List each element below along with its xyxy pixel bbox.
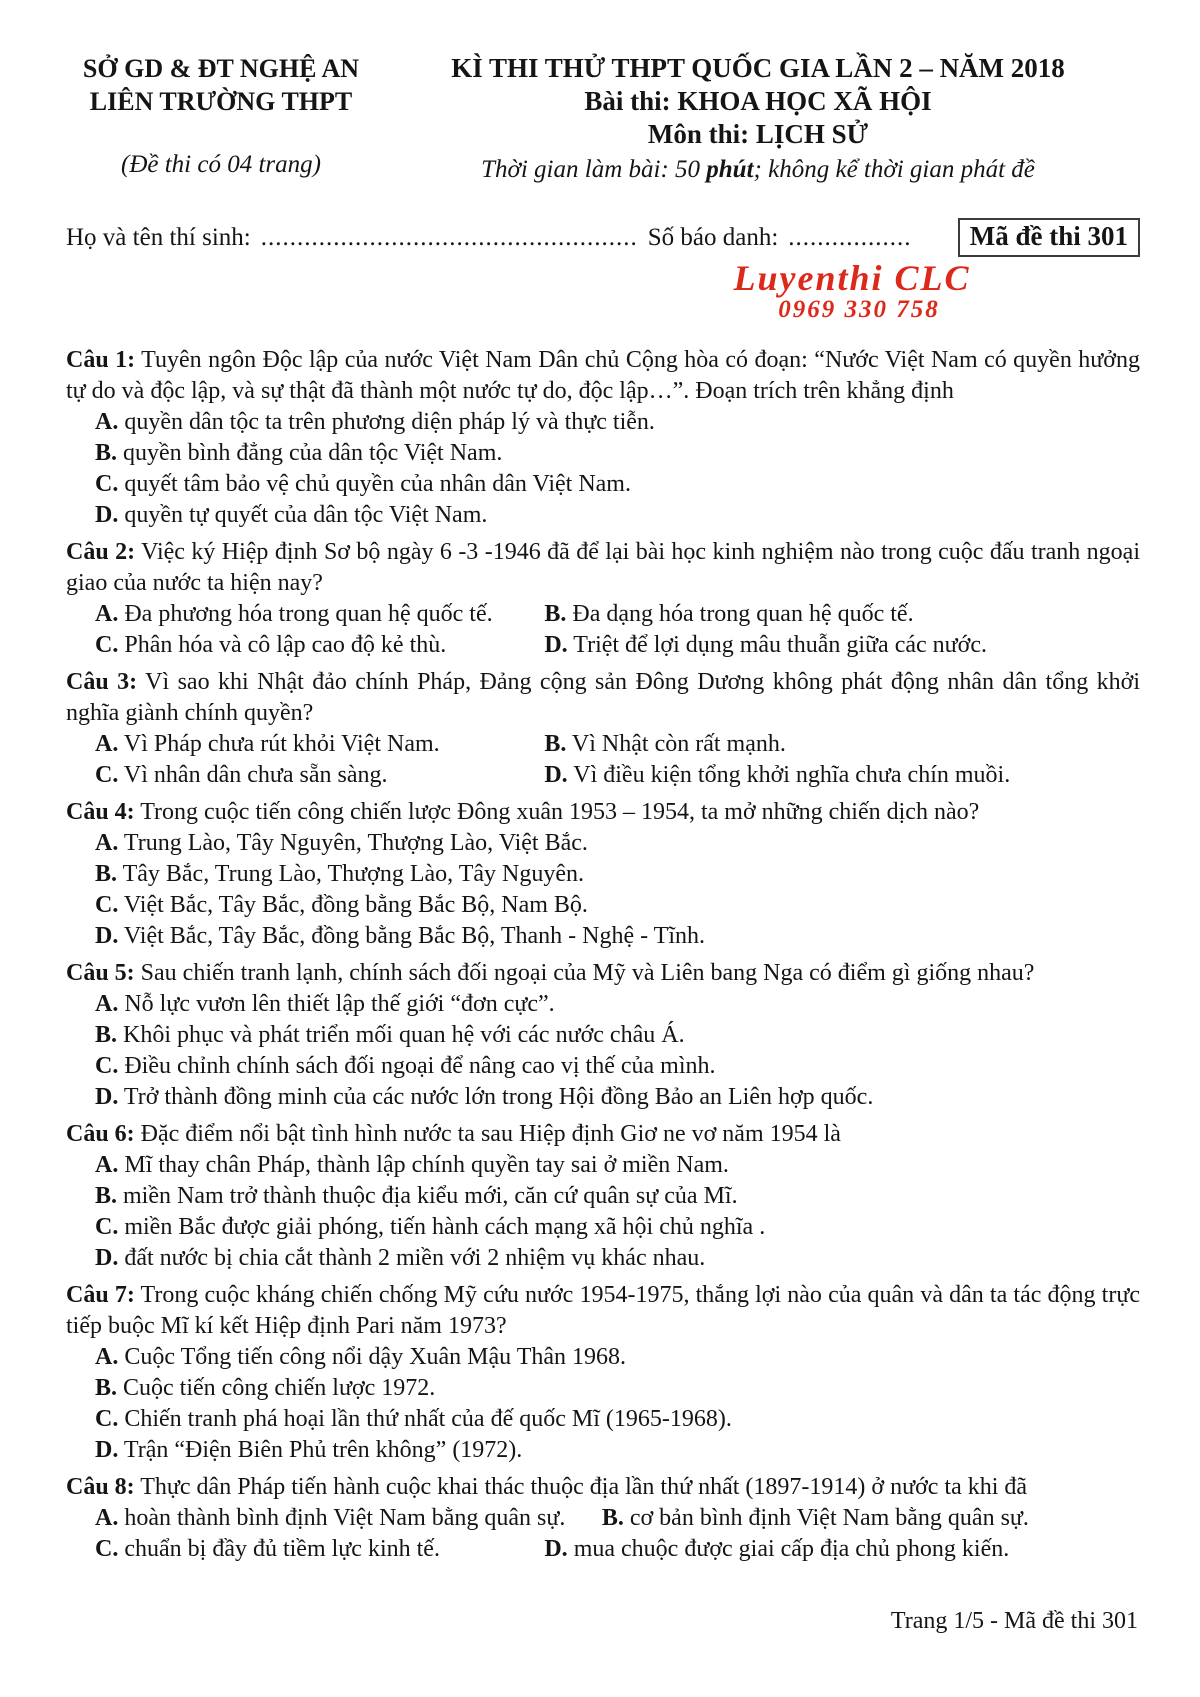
option-letter: A. <box>95 601 119 627</box>
options-list <box>95 1342 1140 1466</box>
options-list <box>95 599 1140 661</box>
answer-option: B. Cuộc tiến công chiến lược 1972. <box>95 1375 436 1401</box>
answer-option: A. Mĩ thay chân Pháp, thành lập chính quyền tay sai ở miền Nam. <box>95 1152 729 1178</box>
option-letter: C. <box>95 892 119 918</box>
question-number: Câu 1: <box>66 347 136 373</box>
option-letter: D. <box>95 1084 119 1110</box>
issuing-authority <box>66 52 376 186</box>
answer-option: C. Chiến tranh phá hoại lần thứ nhất của đế quốc Mĩ (1965-1968). <box>95 1406 732 1432</box>
options-list <box>95 1150 1140 1274</box>
option-letter: C. <box>95 1406 119 1432</box>
answer-option: C. Điều chỉnh chính sách đối ngoại để nâng cao vị thế của mình. <box>95 1053 716 1079</box>
question <box>66 958 1140 1113</box>
answer-option: D. quyền tự quyết của dân tộc Việt Nam. <box>95 502 488 528</box>
option-letter: B. <box>95 440 118 466</box>
question-number: Câu 4: <box>66 799 135 825</box>
exam-battery: Bài thi: KHOA HỌC XÃ HỘI <box>584 86 932 116</box>
option-letter: D. <box>544 762 568 788</box>
answer-option: C. Phân hóa và cô lập cao độ kẻ thù. <box>95 632 447 658</box>
question <box>66 1119 1140 1274</box>
exam-duration <box>376 153 1140 186</box>
answer-option: B. Vì Nhật còn rất mạnh. <box>544 731 786 757</box>
candidate-row <box>66 218 1140 257</box>
options-list <box>95 989 1140 1113</box>
question-number: Câu 7: <box>66 1282 135 1308</box>
exam-title-block <box>376 52 1140 186</box>
duration-prefix: Thời gian làm bài: 50 <box>481 156 707 183</box>
answer-option: D. đất nước bị chia cắt thành 2 miền với 2 nhiệm vụ khác nhau. <box>95 1245 706 1271</box>
questions <box>66 345 1140 1565</box>
page-footer: Trang 1/5 - Mã đề thi 301 <box>890 1608 1138 1634</box>
option-letter: A. <box>95 409 119 435</box>
candidate-name-label: Họ và tên thí sinh: <box>66 223 251 251</box>
question-number: Câu 6: <box>66 1121 135 1147</box>
question-stem: Câu 6: Đặc điểm nổi bật tình hình nước ta sau Hiệp định Giơ ne vơ năm 1954 là <box>66 1121 841 1147</box>
question-number: Câu 3: <box>66 669 138 695</box>
options-list <box>95 1503 1140 1565</box>
option-letter: D. <box>95 1245 119 1271</box>
question-number: Câu 8: <box>66 1474 135 1500</box>
option-letter: C. <box>95 1214 119 1240</box>
answer-option: A. Đa phương hóa trong quan hệ quốc tế. <box>95 601 493 627</box>
duration-bold: phút <box>706 156 754 183</box>
options-list <box>95 828 1140 952</box>
answer-option: A. Cuộc Tổng tiến công nổi dậy Xuân Mậu Thân 1968. <box>95 1344 627 1370</box>
option-letter: A. <box>95 731 119 757</box>
answer-option: A. Nỗ lực vươn lên thiết lập thế giới “đơn cực”. <box>95 991 555 1017</box>
answer-option: C. miền Bắc được giải phóng, tiến hành cách mạng xã hội chủ nghĩa . <box>95 1214 766 1240</box>
option-letter: D. <box>95 923 119 949</box>
question <box>66 797 1140 952</box>
option-letter: C. <box>95 471 119 497</box>
option-letter: D. <box>544 632 568 658</box>
options-row <box>95 729 1140 760</box>
answer-option: D. Việt Bắc, Tây Bắc, đồng bằng Bắc Bộ, Thanh - Nghệ - Tĩnh. <box>95 923 706 949</box>
option-letter: D. <box>544 1536 568 1562</box>
answer-option: B. Đa dạng hóa trong quan hệ quốc tế. <box>544 601 914 627</box>
question-stem: Câu 7: Trong cuộc kháng chiến chống Mỹ cứu nước 1954-1975, thắng lợi nào của quân và dân ta tác động trực tiếp buộc Mĩ kí kết Hiệp định Pari năm 1973? <box>66 1282 1140 1339</box>
option-letter: B. <box>544 601 567 627</box>
pages-note: (Đề thi có 04 trang) <box>121 151 321 178</box>
question-stem: Câu 4: Trong cuộc tiến công chiến lược Đông xuân 1953 – 1954, ta mở những chiến dịch nào? <box>66 799 980 825</box>
options-list <box>95 729 1140 791</box>
option-letter: A. <box>95 991 119 1017</box>
answer-option: D. mua chuộc được giai cấp địa chủ phong kiến. <box>544 1536 1010 1562</box>
question-stem: Câu 3: Vì sao khi Nhật đảo chính Pháp, Đảng cộng sản Đông Dương không phát động nhân dân tổng khởi nghĩa giành chính quyền? <box>66 669 1141 726</box>
answer-option: C. quyết tâm bảo vệ chủ quyền của nhân dân Việt Nam. <box>95 471 631 497</box>
options-list <box>95 407 1140 531</box>
option-letter: A. <box>95 1152 119 1178</box>
question <box>66 1280 1140 1466</box>
answer-option: A. quyền dân tộc ta trên phương diện pháp lý và thực tiễn. <box>95 409 655 435</box>
question-stem: Câu 5: Sau chiến tranh lạnh, chính sách đối ngoại của Mỹ và Liên bang Nga có điểm gì giống nhau? <box>66 960 1035 986</box>
option-letter: B. <box>95 1183 118 1209</box>
answer-option: A. hoàn thành bình định Việt Nam bằng quân sự. <box>95 1505 566 1531</box>
answer-option: C. Việt Bắc, Tây Bắc, đồng bằng Bắc Bộ, Nam Bộ. <box>95 892 588 918</box>
options-row <box>95 1503 1140 1534</box>
question-stem: Câu 2: Việc ký Hiệp định Sơ bộ ngày 6 -3 -1946 đã để lại bài học kinh nghiệm nào trong cuộc đấu tranh ngoại giao của nước ta hiện nay? <box>66 539 1141 596</box>
answer-option: D. Vì điều kiện tổng khởi nghĩa chưa chín muồi. <box>544 762 1011 788</box>
option-letter: A. <box>95 1344 119 1370</box>
question-stem: Câu 1: Tuyên ngôn Độc lập của nước Việt Nam Dân chủ Cộng hòa có đoạn: “Nước Việt Nam có quyền hưởng tự do và độc lập, và sự thật đã thành một nước tự do, độc lập…”. Đoạn trích trên khẳng định <box>66 347 1140 404</box>
duration-suffix: ; không kể thời gian phát đề <box>753 156 1035 183</box>
answer-option: A. Vì Pháp chưa rút khỏi Việt Nam. <box>95 731 440 757</box>
option-letter: B. <box>544 731 567 757</box>
options-row <box>95 630 1140 661</box>
option-letter: D. <box>95 1437 119 1463</box>
answer-option: C. Vì nhân dân chưa sẵn sàng. <box>95 762 388 788</box>
option-letter: C. <box>95 1536 119 1562</box>
answer-option: D. Trở thành đồng minh của các nước lớn trong Hội đồng Bảo an Liên hợp quốc. <box>95 1084 874 1110</box>
exam-code-badge: Mã đề thi 301 <box>958 218 1140 257</box>
option-letter: C. <box>95 632 119 658</box>
brand-stamp <box>702 259 1002 323</box>
candidate-id-label: Số báo danh: <box>647 223 779 251</box>
answer-option: D. Trận “Điện Biên Phủ trên không” (1972). <box>95 1437 523 1463</box>
answer-option: B. Tây Bắc, Trung Lào, Thượng Lào, Tây Nguyên. <box>95 861 584 887</box>
brand-phone: 0969 330 758 <box>778 296 940 323</box>
option-letter: B. <box>95 1375 118 1401</box>
exam-subject: Môn thi: LỊCH SỬ <box>647 119 869 149</box>
question-number: Câu 2: <box>66 539 136 565</box>
answer-option: B. quyền bình đẳng của dân tộc Việt Nam. <box>95 440 503 466</box>
option-letter: A. <box>95 830 119 856</box>
option-letter: C. <box>95 762 119 788</box>
options-row <box>95 599 1140 630</box>
answer-option: B. miền Nam trở thành thuộc địa kiểu mới, căn cứ quân sự của Mĩ. <box>95 1183 738 1209</box>
options-row <box>95 1534 1140 1565</box>
question <box>66 1472 1140 1565</box>
options-row <box>95 760 1140 791</box>
brand-name: Luyenthi CLC <box>733 258 971 298</box>
option-letter: B. <box>601 1505 624 1531</box>
question <box>66 667 1140 791</box>
question-number: Câu 5: <box>66 960 135 986</box>
option-letter: A. <box>95 1505 119 1531</box>
question <box>66 537 1140 661</box>
option-letter: B. <box>95 1022 118 1048</box>
answer-option: B. Khôi phục và phát triển mối quan hệ với các nước châu Á. <box>95 1022 685 1048</box>
authority-line2: LIÊN TRƯỜNG THPT <box>89 87 353 116</box>
option-letter: B. <box>95 861 118 887</box>
question-stem: Câu 8: Thực dân Pháp tiến hành cuộc khai thác thuộc địa lần thứ nhất (1897-1914) ở nước ta khi đã <box>66 1474 1028 1500</box>
answer-option: C. chuẩn bị đầy đủ tiềm lực kinh tế. <box>95 1536 440 1562</box>
authority-line1: SỞ GD & ĐT NGHỆ AN <box>82 54 360 83</box>
candidate-id-dots: ................. <box>788 223 912 251</box>
exam-header <box>66 52 1140 186</box>
question <box>66 345 1140 531</box>
option-letter: D. <box>95 502 119 528</box>
option-letter: C. <box>95 1053 119 1079</box>
answer-option: D. Triệt để lợi dụng mâu thuẫn giữa các nước. <box>544 632 988 658</box>
exam-title: KÌ THI THỬ THPT QUỐC GIA LẦN 2 – NĂM 2018 <box>451 53 1065 83</box>
candidate-name-dots: .................................................... <box>260 223 638 251</box>
answer-option: B. cơ bản bình định Việt Nam bằng quân sự. <box>601 1505 1029 1531</box>
answer-option: A. Trung Lào, Tây Nguyên, Thượng Lào, Việt Bắc. <box>95 830 588 856</box>
